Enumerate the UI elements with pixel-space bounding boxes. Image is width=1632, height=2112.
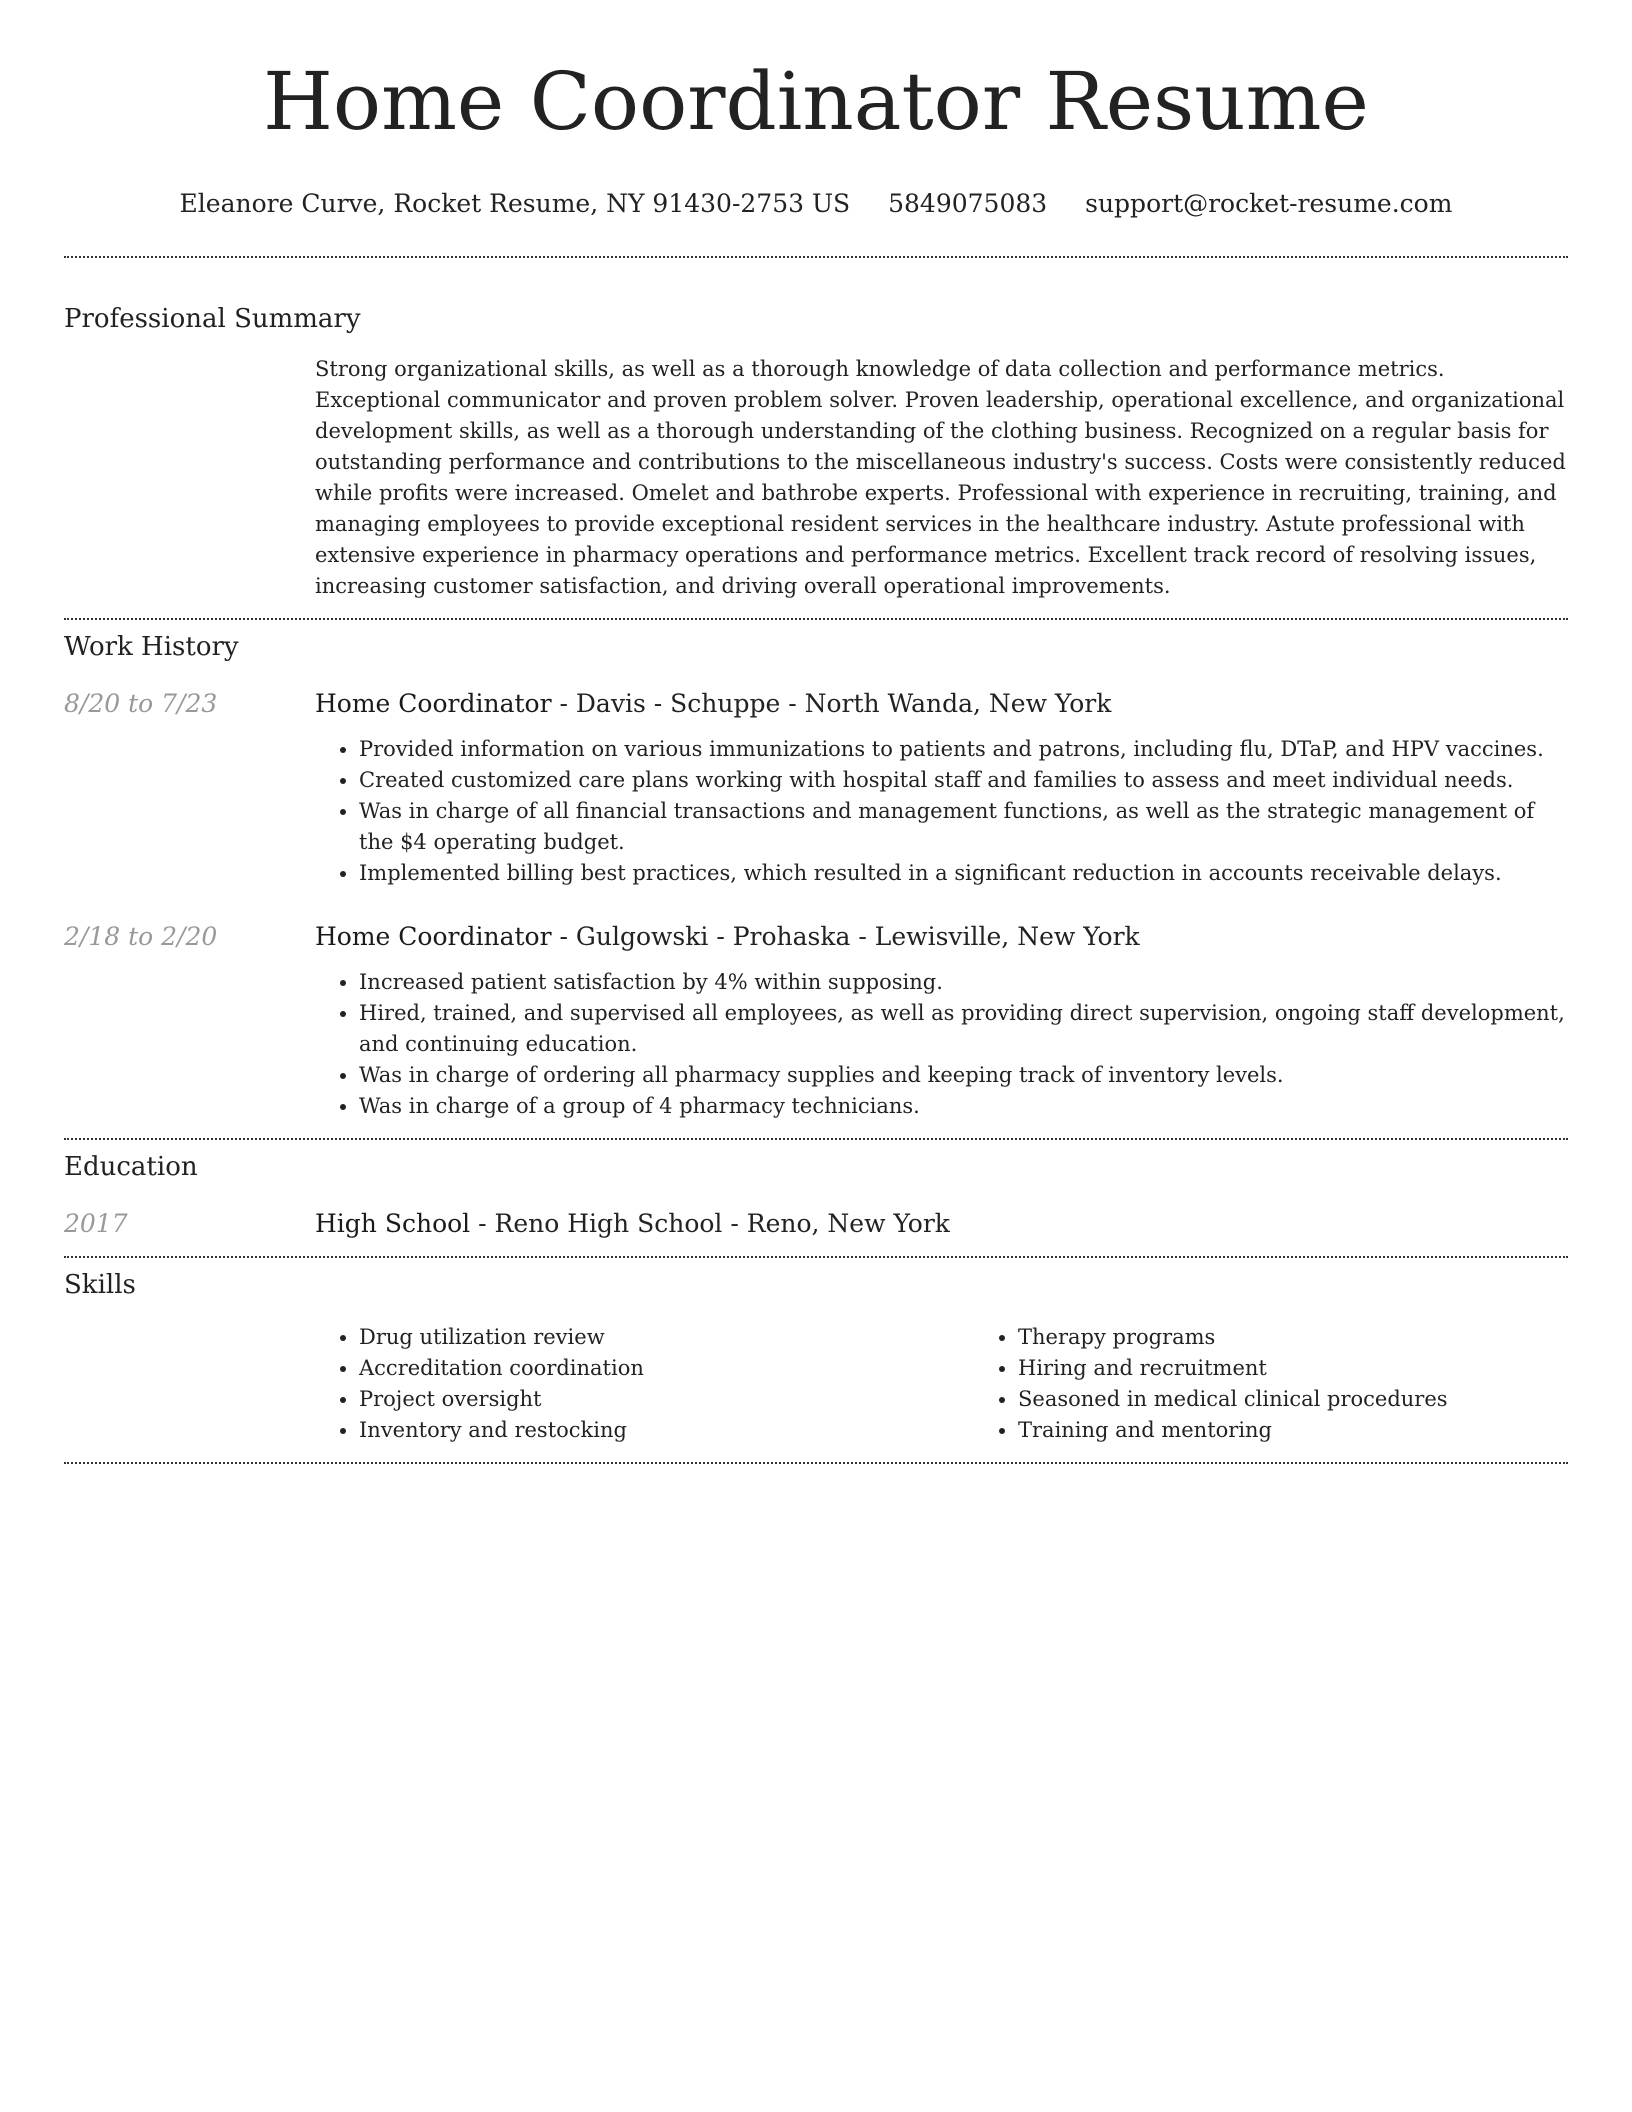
skill-item: • Drug utilization review bbox=[359, 1322, 974, 1353]
job-dates: 2/18 to 2/20 bbox=[64, 922, 218, 951]
education-details: - Reno High School - Reno, New York bbox=[470, 1209, 950, 1238]
section-title-work: Work History bbox=[64, 632, 239, 662]
job-title: Home Coordinator bbox=[315, 689, 552, 718]
education-heading bbox=[315, 1208, 1568, 1240]
skill-item: • Accreditation coordination bbox=[359, 1353, 974, 1384]
job-details: - Davis - Schuppe - North Wanda, New York bbox=[551, 689, 1112, 718]
list-item: • Implemented billing best practices, which resulted in a significant reduction in accounts receivable delays. bbox=[359, 858, 1568, 889]
job-entry bbox=[64, 921, 1568, 1122]
resume-page bbox=[64, 0, 1568, 1464]
section-title-education: Education bbox=[64, 1152, 198, 1182]
job-dates: 8/20 to 7/23 bbox=[64, 689, 218, 718]
job-title: Home Coordinator bbox=[315, 922, 552, 951]
summary-text: Strong organizational skills, as well as a thorough knowledge of data collection and performance metrics. Exceptional communicator and proven problem solver. Proven leadership, operational excellence, and organizational development skills, as well as a thorough understanding of the clothing business. Recognized on a regular basis for outstanding performance and contributions to the miscellaneous industry's success. Costs were consistently reduced while profits were increased. Omelet and bathrobe experts. Professional with experience in recruiting, training, and managing employees to provide exceptional resident services in the healthcare industry. Astute professional with extensive experience in pharmacy operations and performance metrics. Excellent track record of resolving issues, increasing customer satisfaction, and driving overall operational improvements. bbox=[315, 357, 1566, 598]
list-item: • Created customized care plans working with hospital staff and families to assess and meet individual needs. bbox=[359, 765, 1568, 796]
education-section bbox=[64, 1140, 1568, 1240]
list-item: • Increased patient satisfaction by 4% within supposing. bbox=[359, 967, 1568, 998]
skill-item: • Training and mentoring bbox=[1018, 1415, 1632, 1446]
skills-list-left bbox=[315, 1322, 974, 1446]
job-bullets bbox=[315, 967, 1568, 1122]
section-title-summary: Professional Summary bbox=[64, 304, 361, 334]
job-heading bbox=[315, 921, 1568, 953]
skill-item: • Inventory and restocking bbox=[359, 1415, 974, 1446]
section-title-skills: Skills bbox=[64, 1270, 136, 1300]
list-item: • Hired, trained, and supervised all employees, as well as providing direct supervision, ongoing staff development, and continuing education. bbox=[359, 998, 1568, 1060]
contact-phone: 5849075083 bbox=[888, 189, 1048, 218]
resume-title: Home Coordinator Resume bbox=[263, 55, 1369, 148]
skills-section bbox=[64, 1258, 1568, 1446]
job-details: - Gulgowski - Prohaska - Lewisville, New York bbox=[551, 922, 1140, 951]
list-item: • Was in charge of a group of 4 pharmacy technicians. bbox=[359, 1091, 1568, 1122]
education-entry bbox=[64, 1208, 1568, 1240]
job-heading bbox=[315, 688, 1568, 720]
job-bullets bbox=[315, 734, 1568, 889]
job-entry bbox=[64, 688, 1568, 889]
skills-list-right bbox=[974, 1322, 1632, 1446]
skill-item: • Therapy programs bbox=[1018, 1322, 1632, 1353]
work-section bbox=[64, 620, 1568, 1122]
skill-item: • Hiring and recruitment bbox=[1018, 1353, 1632, 1384]
list-item: • Was in charge of all financial transactions and management functions, as well as the strategic management of the $4 operating budget. bbox=[359, 796, 1568, 858]
education-year: 2017 bbox=[64, 1209, 128, 1238]
education-degree: High School bbox=[315, 1209, 471, 1238]
skill-item: • Seasoned in medical clinical procedures bbox=[1018, 1384, 1632, 1415]
summary-section bbox=[64, 258, 1568, 602]
contact-line bbox=[64, 188, 1568, 220]
list-item: • Provided information on various immunizations to patients and patrons, including flu, DTaP, and HPV vaccines. bbox=[359, 734, 1568, 765]
divider bbox=[64, 1462, 1568, 1464]
contact-email: support@rocket-resume.com bbox=[1085, 189, 1453, 218]
contact-address: Eleanore Curve, Rocket Resume, NY 91430-2753 US bbox=[179, 189, 851, 218]
list-item: • Was in charge of ordering all pharmacy supplies and keeping track of inventory levels. bbox=[359, 1060, 1568, 1091]
skill-item: • Project oversight bbox=[359, 1384, 974, 1415]
